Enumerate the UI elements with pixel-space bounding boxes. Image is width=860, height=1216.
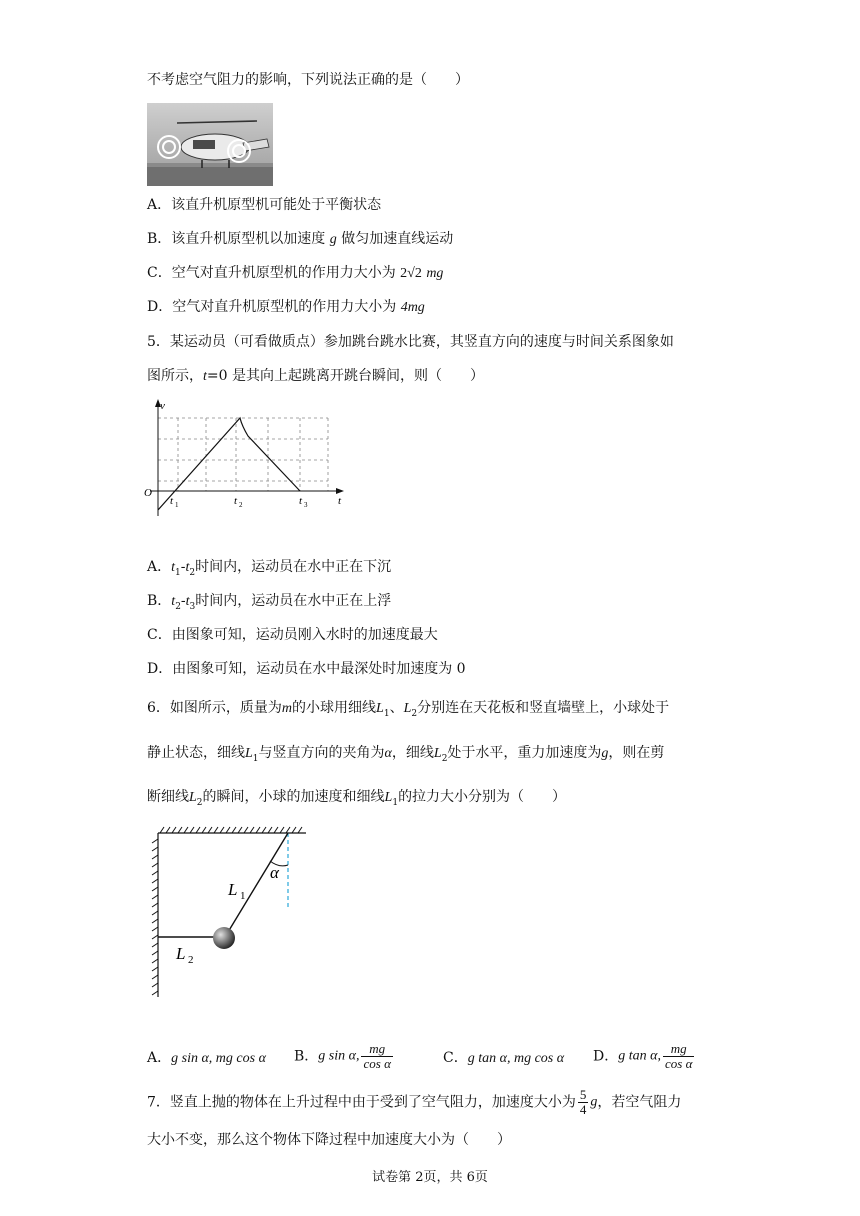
- helicopter-photo: [147, 103, 273, 186]
- svg-text:t: t: [234, 495, 238, 507]
- svg-text:α: α: [270, 863, 279, 882]
- svg-text:2: 2: [239, 501, 243, 509]
- svg-text:1: 1: [175, 501, 179, 509]
- q4-option-a: A．该直升机原型机可能处于平衡状态: [147, 197, 382, 213]
- q4-stem-tail: 不考虑空气阻力的影响，下列说法正确的是（ ）: [147, 72, 469, 88]
- svg-text:1: 1: [240, 890, 246, 902]
- ceiling-hatch: [160, 827, 302, 833]
- q5-option-d: D．由图象可知，运动员在水中最深处时加速度为 0: [147, 661, 466, 677]
- velocity-time-graph: [140, 396, 360, 526]
- q6-stem-line2: 静止状态，细线$L_1$与竖直方向的夹角为α，细线$L_2$处于水平，重力加速度为g，则在剪: [147, 745, 665, 764]
- q6-stem-line3: 断细线$L_2$的瞬间，小球的加速度和细线$L_1$的拉力大小分别为（ ）: [147, 789, 567, 808]
- q4-option-c: C．空气对直升机原型机的作用力大小为 2√2 mg: [147, 265, 444, 281]
- ball: [213, 927, 235, 949]
- svg-text:v: v: [160, 400, 165, 412]
- svg-text:3: 3: [304, 501, 308, 509]
- q5-stem-line1: 5．某运动员（可看做质点）参加跳台跳水比赛，其竖直方向的速度与时间关系图象如: [147, 334, 674, 350]
- q6-option-d: D．g tan α, $\frac{mg}{\text{cos α}}$: [593, 1041, 693, 1071]
- svg-text:L: L: [228, 880, 238, 899]
- page-footer: 试卷第 2页，共 6页: [372, 1170, 488, 1185]
- graph-grid: [158, 418, 328, 491]
- ball-string-figure: [140, 825, 320, 1005]
- q6-stem-line1: 6．如图所示，质量为m的小球用细线$L_1$、$L_2$分别连在天花板和竖直墙壁上，小球处于: [147, 700, 670, 719]
- q5-stem-line2: 图所示，t=0 是其向上起跳离开跳台瞬间，则（ ）: [147, 368, 484, 384]
- q5-option-b: B．$t_2-t_3$时间内，运动员在水中正在上浮: [147, 593, 392, 612]
- q6-option-b: B．g sin α, $\frac{mg}{\text{cos α}}$: [294, 1041, 391, 1071]
- wall-hatch: [152, 839, 158, 995]
- svg-text:L: L: [176, 944, 186, 963]
- q7-stem-line1: 7．竖直上抛的物体在上升过程中由于受到了空气阻力，加速度大小为 $\frac{5}{4}$ g，若空气阻力: [147, 1087, 682, 1117]
- q6-option-c: C．g tan α, mg cos α: [443, 1050, 565, 1066]
- q5-option-a: A．$t_1-t_2$时间内，运动员在水中正在下沉: [147, 559, 392, 578]
- svg-text:t: t: [338, 495, 342, 507]
- svg-text:2: 2: [188, 954, 194, 966]
- q5-option-c: C．由图象可知，运动员刚入水时的加速度最大: [147, 627, 438, 643]
- svg-text:t: t: [170, 495, 174, 507]
- vt-curve: [158, 418, 300, 510]
- q4-option-b: B．该直升机原型机以加速度 g 做匀加速直线运动: [147, 231, 454, 247]
- q6-option-a: A．g sin α, mg cos α: [147, 1050, 266, 1066]
- q7-stem-line2: 大小不变，那么这个物体下降过程中加速度大小为（ ）: [147, 1132, 511, 1148]
- svg-text:t: t: [299, 495, 303, 507]
- q4-option-d: D．空气对直升机原型机的作用力大小为 4mg: [147, 299, 425, 315]
- svg-text:O: O: [144, 487, 152, 499]
